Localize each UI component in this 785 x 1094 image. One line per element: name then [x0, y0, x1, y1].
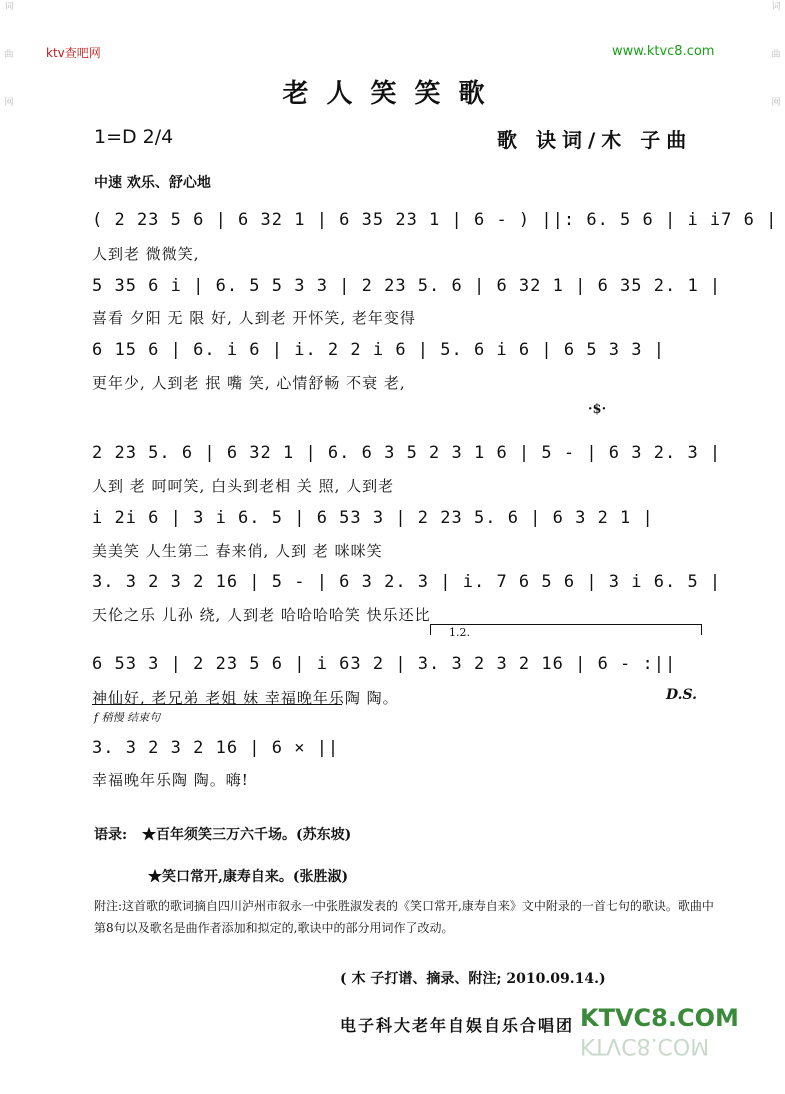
side-mark: 网 — [4, 98, 14, 108]
score-row-6: 3. 3 2 3 2 16 | 5 - | 6 3 2. 3 | i. 7 6 5 6 | 3 i 6. 5 | — [92, 572, 722, 592]
lyric-row-7: 神仙好, 老兄弟 老姐 妹 幸福晚年乐陶 陶。 — [92, 689, 399, 707]
key-signature: 1=D 2/4 — [94, 126, 174, 148]
score-row-1: ( 2 23 5 6 | 6 32 1 | 6 35 23 1 | 6 - ) ||: 6. 5 6 | i i7 6 | — [92, 210, 778, 230]
side-mark: 词 — [4, 2, 14, 12]
song-title: 老人笑笑歌 — [282, 79, 503, 109]
lyric-row-3: 更年少, 人到老 抿 嘴 笑, 心情舒畅 不衰 老, — [92, 374, 406, 392]
signature-line: ( 木 子打谱、摘录、附注; 2010.09.14.) — [340, 971, 606, 987]
side-mark: 曲 — [771, 50, 781, 60]
right-watermark-column — [769, 0, 783, 1094]
score-row-4: 2 23 5. 6 | 6 32 1 | 6. 6 3 5 2 3 1 6 | 5 - | 6 3 2. 3 | — [92, 443, 722, 463]
lyric-row-6: 天伦之乐 儿孙 绕, 人到老 哈哈哈哈笑 快乐还比 — [92, 606, 431, 624]
ds-marking: D.S. — [666, 687, 698, 703]
song-credits: 歌 诀词/木 子曲 — [497, 128, 693, 152]
quote-label: 语录: — [94, 827, 128, 843]
lyric-row-4: 人到 老 呵呵笑, 白头到老相 关 照, 人到老 — [92, 477, 395, 495]
ktv-logo-reflection: KTVC8.COM — [580, 1033, 710, 1058]
score-row-3: 6 15 6 | 6. i 6 | i. 2 2 i 6 | 5. 6 i 6 | 6 5 3 3 | — [92, 340, 665, 360]
site-watermark-right: www.ktvc8.com — [612, 44, 715, 59]
choir-name: 电子科大老年自娱自乐合唱团 — [340, 1016, 575, 1035]
ending-bracket — [92, 704, 342, 705]
lyric-row-1: 人到老 微微笑, — [92, 245, 200, 263]
quote-2: ★笑口常开,康寿自来。(张胜淑) — [148, 869, 349, 885]
side-mark: 网 — [771, 98, 781, 108]
lyric-row-2: 喜看 夕阳 无 限 好, 人到老 开怀笑, 老年变得 — [92, 309, 416, 327]
side-mark: 曲 — [4, 50, 14, 60]
site-watermark-left: ktv查吧网 — [46, 46, 101, 60]
volta-label: 1.2. — [449, 626, 470, 639]
lyric-row-8: 幸福晚年乐陶 陶。嗨! — [92, 771, 249, 789]
score-row-5: i 2i 6 | 3 i 6. 5 | 6 53 3 | 2 23 5. 6 | 6 3 2 1 | — [92, 508, 654, 528]
score-row-7: 6 53 3 | 2 23 5 6 | i 63 2 | 3. 3 2 3 2 16 | 6 - :|| — [92, 654, 677, 674]
annotation-note: 附注:这首歌的歌词摘自四川泸州市叙永一中张胜淑发表的《笑口常开,康寿自来》文中附录的一首七句的歌诀。歌曲中第8句以及歌名是曲作者添加和拟定的,歌诀中的部分用词作了改动。 — [94, 899, 714, 935]
lyric-row-5: 美美笑 人生第二 春来俏, 人到 老 咪咪笑 — [92, 542, 383, 560]
quote-1: ★百年须笑三万六千场。(苏东坡) — [142, 827, 352, 843]
tempo-marking: 中速 欢乐、舒心地 — [94, 175, 211, 191]
ktv-logo: KTVC8.COM — [580, 1004, 739, 1032]
left-watermark-column — [2, 0, 16, 1094]
segno-mark: ·$· — [588, 402, 607, 417]
score-row-8: 3. 3 2 3 2 16 | 6 × || — [92, 738, 340, 758]
score-row-2: 5 35 6 i | 6. 5 5 3 3 | 2 23 5. 6 | 6 32 1 | 6 35 2. 1 | — [92, 276, 722, 296]
ending-marking: f 稍慢 结束句 — [94, 711, 161, 724]
side-mark: 词 — [771, 2, 781, 12]
volta-bracket — [430, 624, 702, 635]
